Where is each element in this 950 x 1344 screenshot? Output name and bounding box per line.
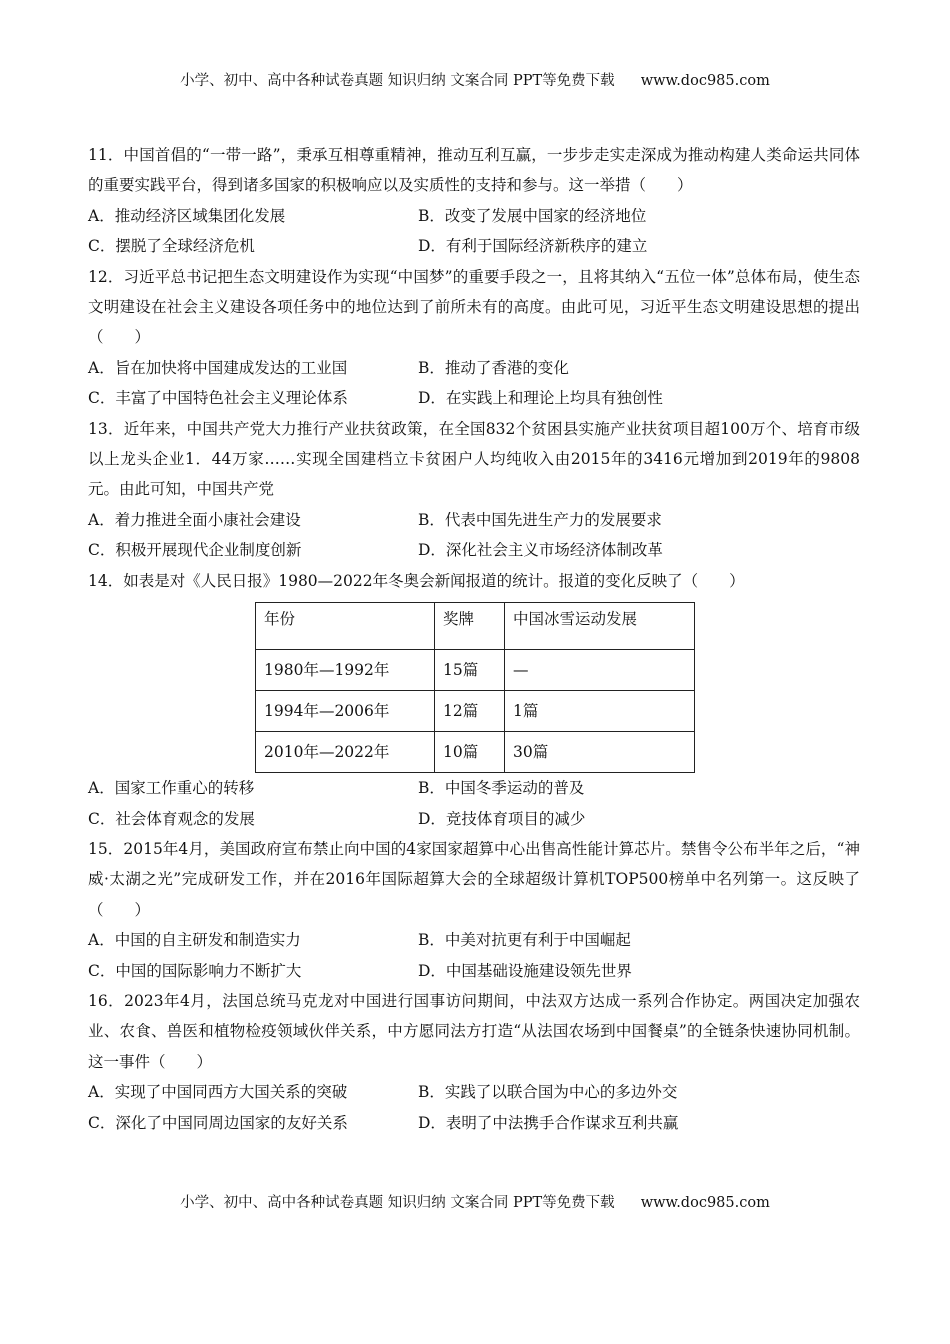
answer-options: [88, 773, 860, 834]
footer-text: 小学、初中、高中各种试卷真题 知识归纳 文案合同 PPT等免费下载: [180, 1195, 615, 1211]
option-b: B．推动了香港的变化: [418, 358, 569, 377]
option-a: A．旨在加快将中国建成发达的工业国: [88, 358, 348, 377]
question-11: [88, 140, 860, 262]
option-a: A．推动经济区域集团化发展: [88, 206, 286, 225]
option-c: C．深化了中国同周边国家的友好关系: [88, 1113, 348, 1132]
question-16: [88, 986, 860, 1138]
option-a: A．实现了中国同西方大国关系的突破: [88, 1083, 348, 1102]
table-cell: 1篇: [505, 691, 695, 732]
question-stem: 14．如表是对《人民日报》1980—2022年冬奥会新闻报道的统计。报道的变化反映了（ ）: [88, 571, 745, 590]
option-b: B．中美对抗更有利于中国崛起: [418, 931, 631, 950]
question-12: [88, 262, 860, 414]
table-cell: 30篇: [505, 732, 695, 773]
table-cell: 2010年—2022年: [256, 732, 435, 773]
option-c: C．中国的国际影响力不断扩大: [88, 961, 302, 980]
table-row: [256, 691, 695, 732]
table-cell: 10篇: [435, 732, 505, 773]
stats-table: [255, 602, 695, 773]
option-b: B．改变了发展中国家的经济地位: [418, 206, 647, 225]
option-d: D．表明了中法携手合作谋求互利共赢: [418, 1113, 679, 1132]
option-a: A．中国的自主研发和制造实力: [88, 931, 301, 950]
table-cell: 12篇: [435, 691, 505, 732]
question-stem: 11．中国首倡的“一带一路”，秉承互相尊重精神，推动互利互赢，一步步走实走深成为推动构建人类命运共同体的重要实践平台，得到诸多国家的积极响应以及实质性的支持和参与。这一举措（ ）: [88, 146, 860, 195]
table-cell: —: [505, 650, 695, 691]
answer-options: [88, 1077, 860, 1138]
option-b: B．中国冬季运动的普及: [418, 779, 585, 798]
table-cell: 1994年—2006年: [256, 691, 435, 732]
question-13: [88, 414, 860, 566]
answer-options: [88, 353, 860, 414]
footer-url: www.doc985.com: [640, 1195, 770, 1211]
option-a: A．着力推进全面小康社会建设: [88, 510, 301, 529]
question-stem: 12．习近平总书记把生态文明建设作为实现“中国梦”的重要手段之一，且将其纳入“五位一体”总体布局，使生态文明建设在社会主义建设各项任务中的地位达到了前所未有的高度。由此可见，习近平生态文明建设思想的提出（ ）: [88, 267, 860, 347]
page-footer: [0, 1191, 950, 1212]
option-c: C．丰富了中国特色社会主义理论体系: [88, 389, 348, 408]
question-stem: 16．2023年4月，法国总统马克龙对中国进行国事访问期间，中法双方达成一系列合作协定。两国决定加强农业、农食、兽医和植物检疫领域伙伴关系，中方愿同法方打造“从法国农场到中国餐桌”的全链条快速协同机制。这一事件（ ）: [88, 991, 860, 1071]
page-header: [0, 69, 950, 90]
option-b: B．代表中国先进生产力的发展要求: [418, 510, 662, 529]
header-url: www.doc985.com: [640, 73, 770, 89]
question-15: [88, 834, 860, 986]
header-text: 小学、初中、高中各种试卷真题 知识归纳 文案合同 PPT等免费下载: [180, 73, 615, 89]
option-c: C．社会体育观念的发展: [88, 809, 255, 828]
option-c: C．积极开展现代企业制度创新: [88, 541, 302, 560]
table-row: [256, 650, 695, 691]
table-header-cell: 奖牌: [435, 603, 505, 650]
table-header-cell: 年份: [256, 603, 435, 650]
table-header-row: [256, 603, 695, 650]
question-14: [88, 566, 860, 834]
table-cell: 1980年—1992年: [256, 650, 435, 691]
option-d: D．竞技体育项目的减少: [418, 809, 586, 828]
answer-options: [88, 925, 860, 986]
table-row: [256, 732, 695, 773]
table-cell: 15篇: [435, 650, 505, 691]
option-d: D．在实践上和理论上均具有独创性: [418, 389, 663, 408]
answer-options: [88, 201, 860, 262]
table-header-cell: 中国冰雪运动发展: [505, 603, 695, 650]
option-c: C．摆脱了全球经济危机: [88, 237, 255, 256]
option-a: A．国家工作重心的转移: [88, 779, 255, 798]
option-d: D．中国基础设施建设领先世界: [418, 961, 632, 980]
question-stem: 15．2015年4月，美国政府宣布禁止向中国的4家国家超算中心出售高性能计算芯片。禁售令公布半年之后，“神威·太湖之光”完成研发工作，并在2016年国际超算大会的全球超级计算机TOP500榜单中名列第一。这反映了（ ）: [88, 839, 860, 919]
question-stem: 13．近年来，中国共产党大力推行产业扶贫政策，在全国832个贫困县实施产业扶贫项目超100万个、培育市级以上龙头企业1．44万家……实现全国建档立卡贫困户人均纯收入由2015年的3416元增加到2019年的9808元。由此可知，中国共产党: [88, 419, 860, 499]
answer-options: [88, 505, 860, 566]
option-d: D．有利于国际经济新秩序的建立: [418, 237, 648, 256]
question-list: [88, 140, 860, 1138]
option-d: D．深化社会主义市场经济体制改革: [418, 541, 663, 560]
option-b: B．实践了以联合国为中心的多边外交: [418, 1083, 678, 1102]
